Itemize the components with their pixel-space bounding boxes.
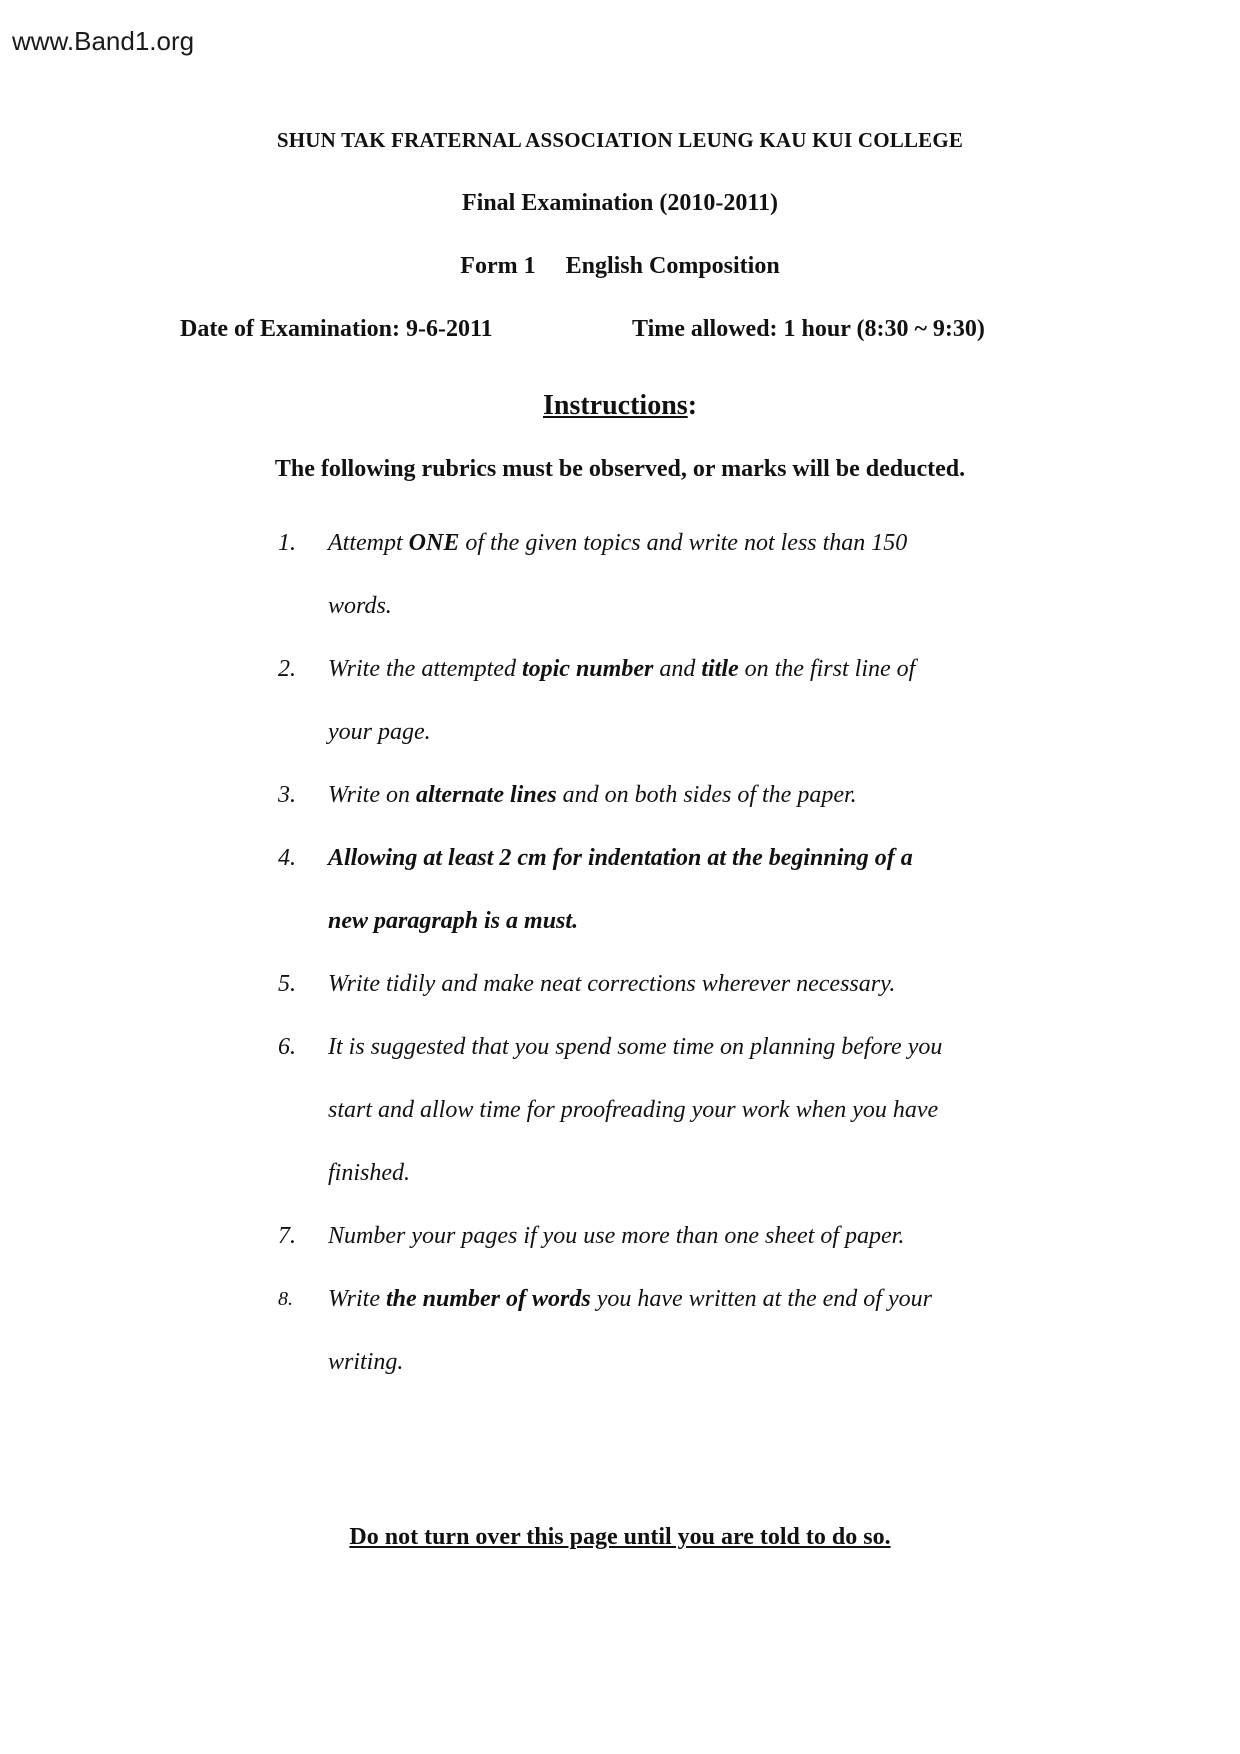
exam-date: Date of Examination: 9-6-2011 xyxy=(180,316,493,342)
rubric-note: The following rubrics must be observed, or marks will be deducted. xyxy=(274,456,966,482)
instructions-list xyxy=(278,512,1078,1394)
form-label: Form 1 xyxy=(460,253,536,279)
list-item: 8. Write the number of words you have written at the end of your writing. xyxy=(278,1286,932,1375)
list-item: 4. Allowing at least 2 cm for indentation at the beginning of a new paragraph is a must. xyxy=(278,845,913,934)
exam-title: Final Examination (2010-2011) xyxy=(461,190,779,216)
instructions-heading: Instructions: xyxy=(542,390,698,421)
list-item: 6. It is suggested that you spend some time on planning before you start and allow time for proofreading your work when you have finished. xyxy=(278,1034,943,1186)
list-item: 3. Write on alternate lines and on both sides of the paper. xyxy=(278,782,857,808)
list-item: 1. Attempt ONE of the given topics and write not less than 150 words. xyxy=(278,530,908,619)
watermark-text: www.Band1.org xyxy=(12,26,195,56)
time-allowed: Time allowed: 1 hour (8:30 ~ 9:30) xyxy=(632,316,985,342)
list-item: 5. Write tidily and make neat corrections wherever necessary. xyxy=(278,971,896,997)
list-item: 7. Number your pages if you use more than one sheet of paper. xyxy=(278,1223,905,1249)
form-subject-line xyxy=(0,253,1240,280)
footer-warning: Do not turn over this page until you are told to do so. xyxy=(349,1524,891,1550)
school-name: SHUN TAK FRATERNAL ASSOCIATION LEUNG KAU KUI COLLEGE xyxy=(276,128,964,152)
list-item: 2. Write the attempted topic number and title on the first line of your page. xyxy=(278,656,916,745)
subject-label: English Composition xyxy=(565,253,780,279)
